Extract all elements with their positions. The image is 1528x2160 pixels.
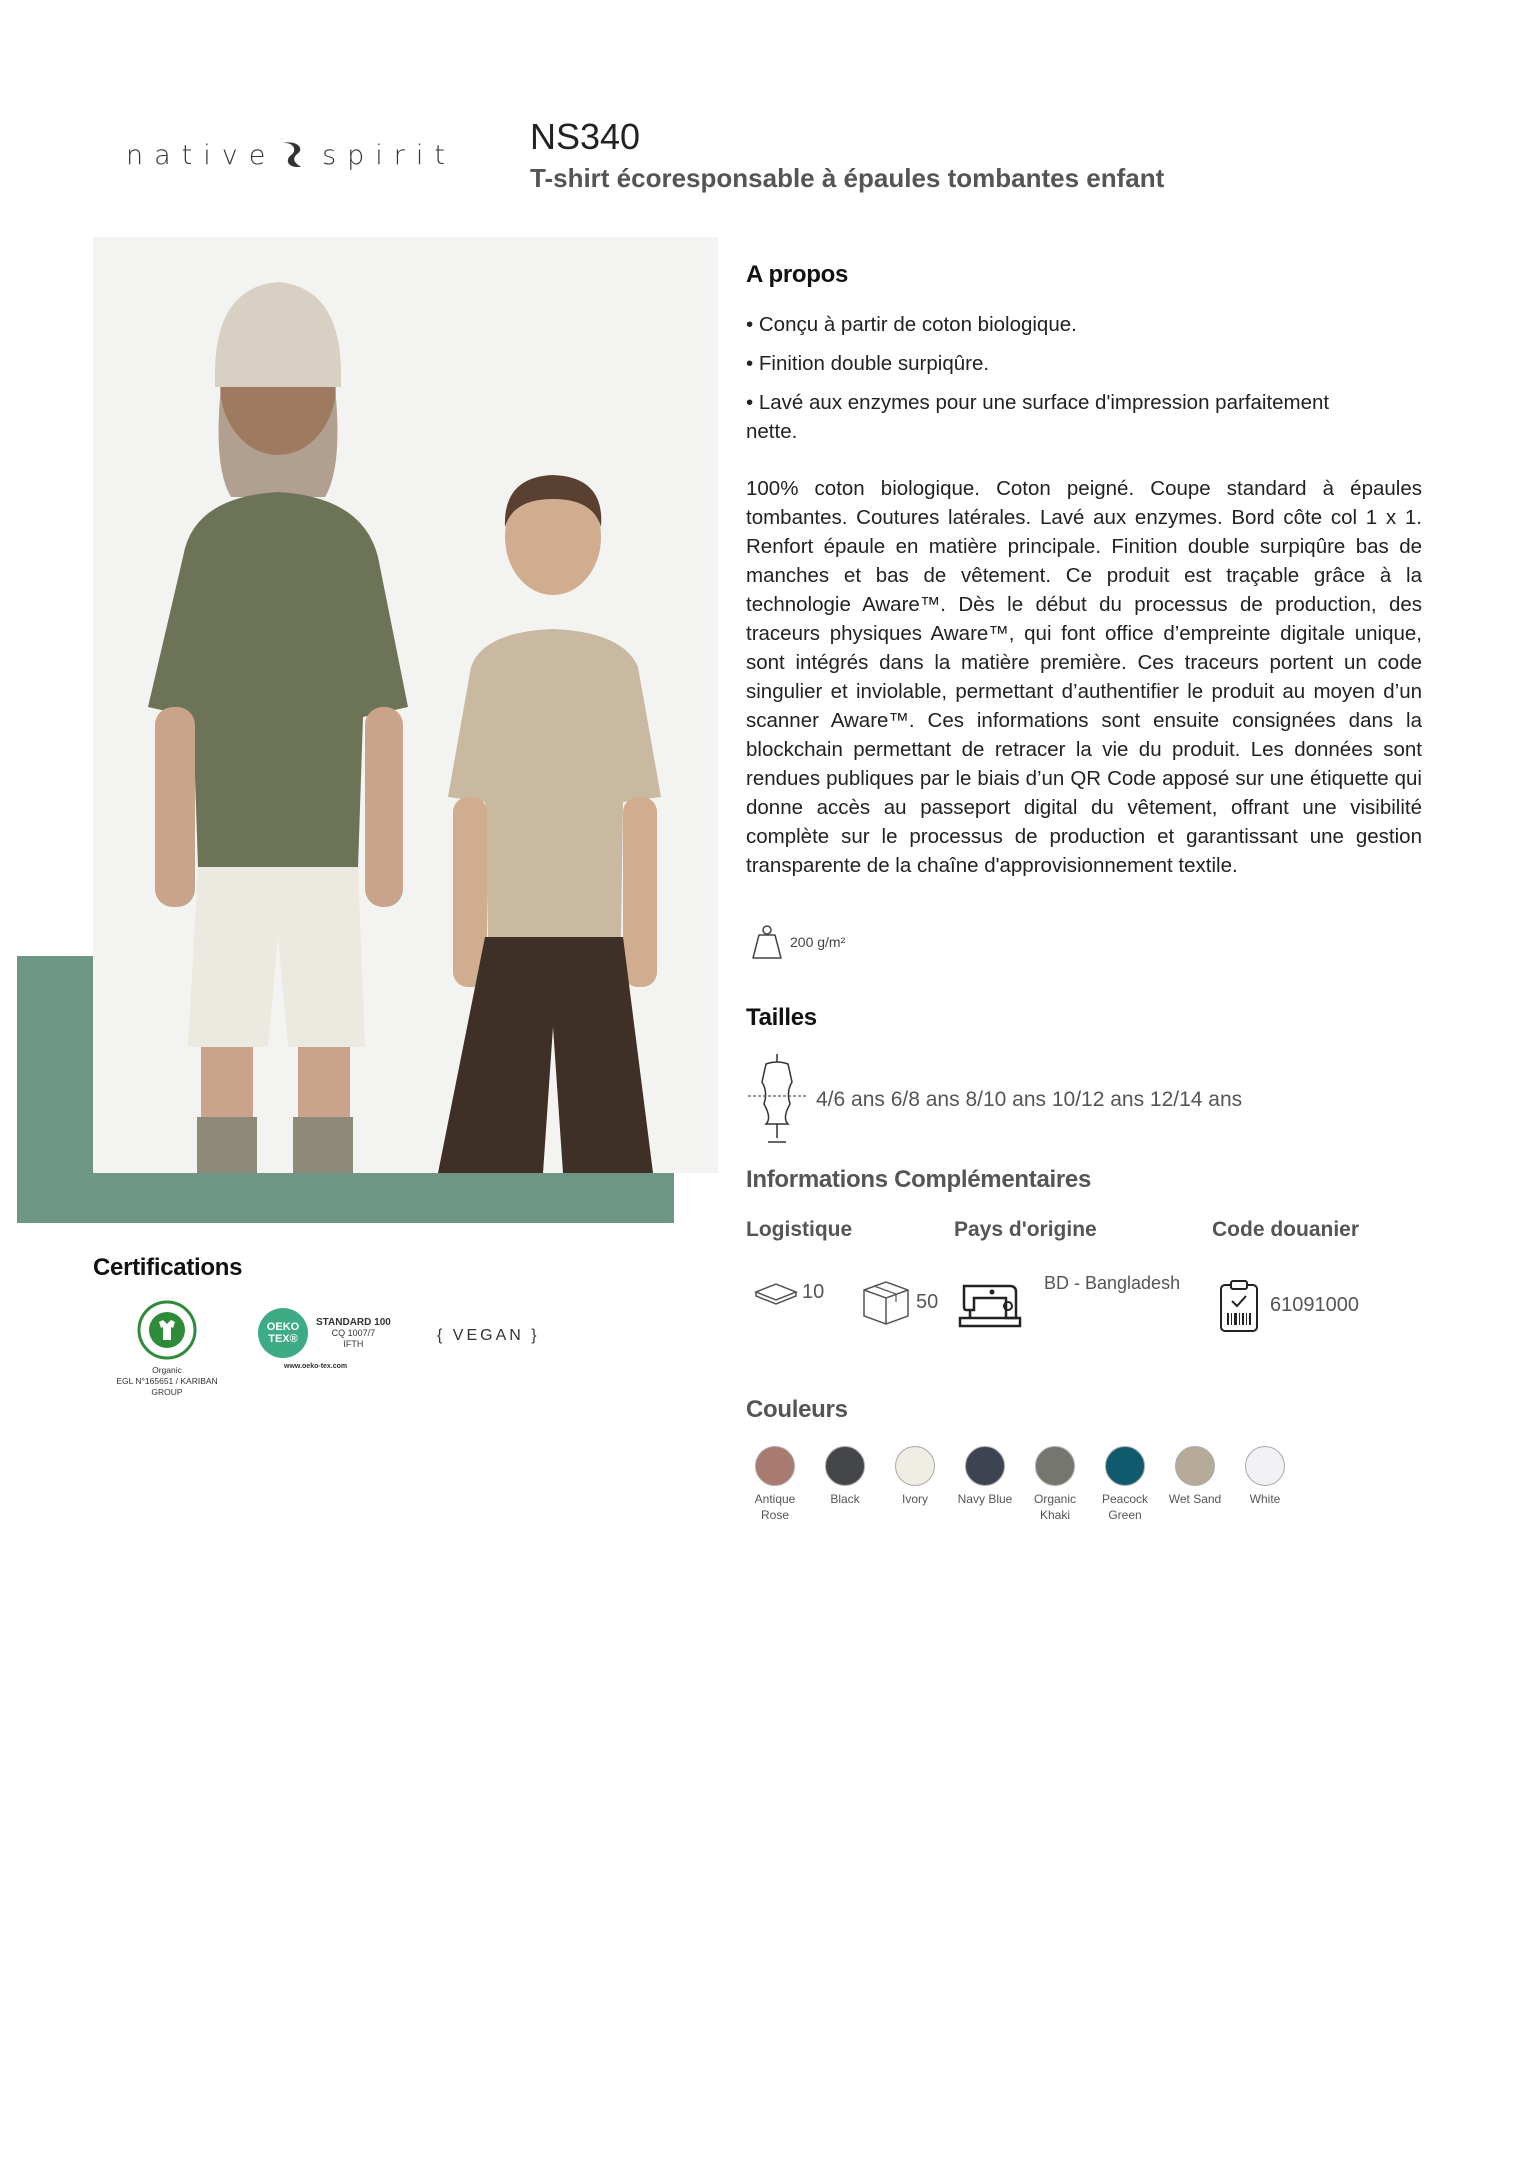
sizes-heading: Tailles: [746, 1004, 817, 1031]
colors-heading: Couleurs: [746, 1396, 848, 1423]
polybag-icon: [754, 1278, 798, 1306]
color-dot: [1035, 1446, 1075, 1486]
oeko-tex-certification: [258, 1308, 391, 1358]
feature-bullet: • Conçu à partir de coton biologique.: [746, 313, 1077, 336]
color-name: Peacock Green: [1101, 1492, 1149, 1522]
oeko-tex-logo: OEKO TEX®: [258, 1308, 308, 1358]
gots-license: EGL N°165651 / KARIBAN GROUP: [116, 1376, 218, 1397]
customs-label: Code douanier: [1212, 1218, 1360, 1241]
weight-icon: [750, 924, 784, 960]
oeko-institute: IFTH: [343, 1338, 364, 1349]
customs-code-value: 61091000: [1270, 1294, 1359, 1316]
color-name: White: [1249, 1492, 1281, 1506]
color-swatch[interactable]: [950, 1446, 1020, 1523]
sewing-machine-icon: [958, 1276, 1022, 1332]
color-name: Antique Rose: [754, 1492, 796, 1522]
sizes-row: [746, 1052, 1242, 1148]
size-list: 4/6 ans 6/8 ans 8/10 ans 10/12 ans 12/14 ans: [816, 1088, 1243, 1111]
additional-info-heading: Informations Complémentaires: [746, 1166, 1092, 1193]
color-dot: [1105, 1446, 1145, 1486]
color-swatch[interactable]: [880, 1446, 950, 1523]
color-swatch[interactable]: [1090, 1446, 1160, 1523]
product-photo: [93, 237, 718, 1173]
color-name: Ivory: [901, 1492, 928, 1506]
feature-bullet: • Lavé aux enzymes pour une surface d'impression parfaitement nette.: [746, 391, 1330, 443]
product-title: T-shirt écoresponsable à épaules tombantes enfant: [530, 163, 1165, 193]
vegan-certification: { VEGAN }: [437, 1327, 540, 1344]
feature-bullets: [746, 310, 1386, 456]
origin-value: BD - Bangladesh: [1044, 1273, 1181, 1293]
gots-certification: [100, 1300, 234, 1398]
product-code: NS340: [530, 116, 641, 157]
certifications-heading: Certifications: [93, 1254, 243, 1281]
color-dot: [755, 1446, 795, 1486]
color-name: Black: [830, 1492, 860, 1506]
color-dot: [965, 1446, 1005, 1486]
oeko-cert-number: CQ 1007/7: [331, 1327, 376, 1338]
carton-quantity: [860, 1278, 938, 1326]
mannequin-icon: [746, 1052, 808, 1148]
gots-label: Organic: [152, 1365, 182, 1375]
pack-quantity: [754, 1278, 824, 1306]
carton-quantity-value: 50: [916, 1290, 939, 1313]
vegan-label: VEGAN: [452, 1327, 524, 1344]
gots-logo-icon: [137, 1300, 197, 1360]
customs-clipboard-icon: [1218, 1279, 1260, 1333]
brand-mark-icon: [276, 135, 310, 175]
fabric-weight: [750, 924, 845, 960]
color-name: Wet Sand: [1168, 1492, 1222, 1506]
color-name: Navy Blue: [957, 1492, 1013, 1506]
color-dot: [895, 1446, 935, 1486]
origin-label: Pays d'origine: [954, 1218, 1097, 1241]
color-dot: [1245, 1446, 1285, 1486]
product-description: 100% coton biologique. Coton peigné. Coupe standard à épaules tombantes. Coutures latérales. Lavé aux enzymes. Bord côte col 1 x 1. Renfort épaule en matière principale. Finition double surpiqûre bas de manches et bas de vêtement. Ce produit est traçable grâce à la technologie Aware™. Dès le début du processus de production, des traceurs physiques Aware™, qui font office d’empreinte digitale unique, sont intégrés dans la matière première. Ces traceurs portent un code singulier et inviolable, permettant d’authentifier le produit au moyen d’un scanner Aware™. Ces informations sont ensuite consignées dans la blockchain permettant de retracer la vie du produit. Les données sont rendues publiques par le biais d’un QR Code apposé sur une étiquette qui donne accès au passeport digital du vêtement, offrant une visibilité complète sur le processus de production et garantissant une gestion transparente de la chaîne d'approvisionnement textile.: [746, 477, 1422, 877]
color-swatch[interactable]: [810, 1446, 880, 1523]
about-heading: A propos: [746, 261, 849, 288]
brand-name-left: native: [126, 139, 277, 171]
color-swatch[interactable]: [1230, 1446, 1300, 1523]
feature-bullet: • Finition double surpiqûre.: [746, 352, 990, 375]
color-swatches: [740, 1446, 1300, 1523]
color-swatch[interactable]: [740, 1446, 810, 1523]
brand-logo: [126, 130, 456, 180]
carton-box-icon: [860, 1278, 912, 1326]
color-dot: [825, 1446, 865, 1486]
logistics-label: Logistique: [746, 1218, 853, 1241]
fabric-weight-value: 200 g/m²: [790, 934, 846, 950]
color-dot: [1175, 1446, 1215, 1486]
color-swatch[interactable]: [1160, 1446, 1230, 1523]
oeko-url: www.oeko-tex.com: [284, 1363, 348, 1370]
oeko-standard: STANDARD 100: [316, 1316, 391, 1328]
pack-quantity-value: 10: [802, 1280, 825, 1303]
color-name: Organic Khaki: [1033, 1492, 1077, 1522]
color-swatch[interactable]: [1020, 1446, 1090, 1523]
brand-name-right: spirit: [322, 139, 456, 171]
